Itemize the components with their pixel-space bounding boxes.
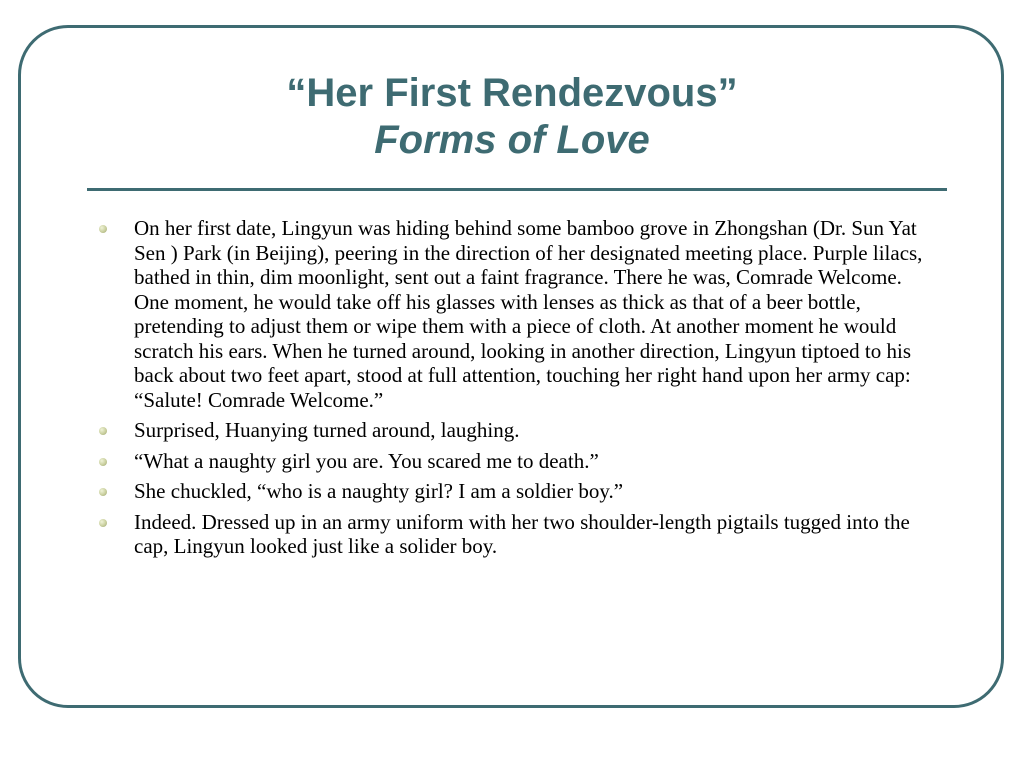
bullet-dot-icon: [99, 488, 107, 496]
bullet-list: [96, 216, 936, 565]
bullet-text: Indeed. Dressed up in an army uniform with her two shoulder-length pigtails tugged into the cap, Lingyun looked just like a solider boy.: [134, 509, 910, 558]
title-divider: [87, 188, 947, 191]
slide-title: “Her First Rendezvous”: [286, 71, 738, 115]
bullet-item: [96, 479, 936, 504]
bullet-text: Surprised, Huanying turned around, laughing.: [134, 418, 520, 442]
bullet-item: [96, 216, 936, 412]
bullet-item: [96, 418, 936, 443]
bullet-text: “What a naughty girl you are. You scared me to death.”: [134, 448, 599, 473]
bullet-item: [96, 510, 936, 559]
title-block: [0, 70, 1024, 164]
bullet-dot-icon: [99, 427, 107, 435]
bullet-text: On her first date, Lingyun was hiding behind some bamboo grove in Zhongshan (Dr. Sun Yat Sen ) Park (in Beijing), peering in the direction of her designated meeting place. Purple lilacs, bathed in thin, dim moonlight, sent out a faint fragrance. There he was, Comrade Welcome. One moment, he would take off his glasses with lenses as thick as that of a beer bottle, pretending to adjust them or wipe them with a piece of cloth. At another moment he would scratch his ears. When he turned around, looking in another direction, Lingyun tiptoed to his back about two feet apart, stood at full attention, touching her right hand upon her army cap: “Salute! Comrade Welcome.”: [134, 216, 923, 412]
bullet-dot-icon: [99, 519, 107, 527]
bullet-item: [96, 449, 936, 474]
slide-subtitle: Forms of Love: [374, 118, 650, 162]
bullet-dot-icon: [99, 458, 107, 466]
bullet-text: She chuckled, “who is a naughty girl? I am a soldier boy.”: [134, 479, 624, 503]
bullet-dot-icon: [99, 225, 107, 233]
